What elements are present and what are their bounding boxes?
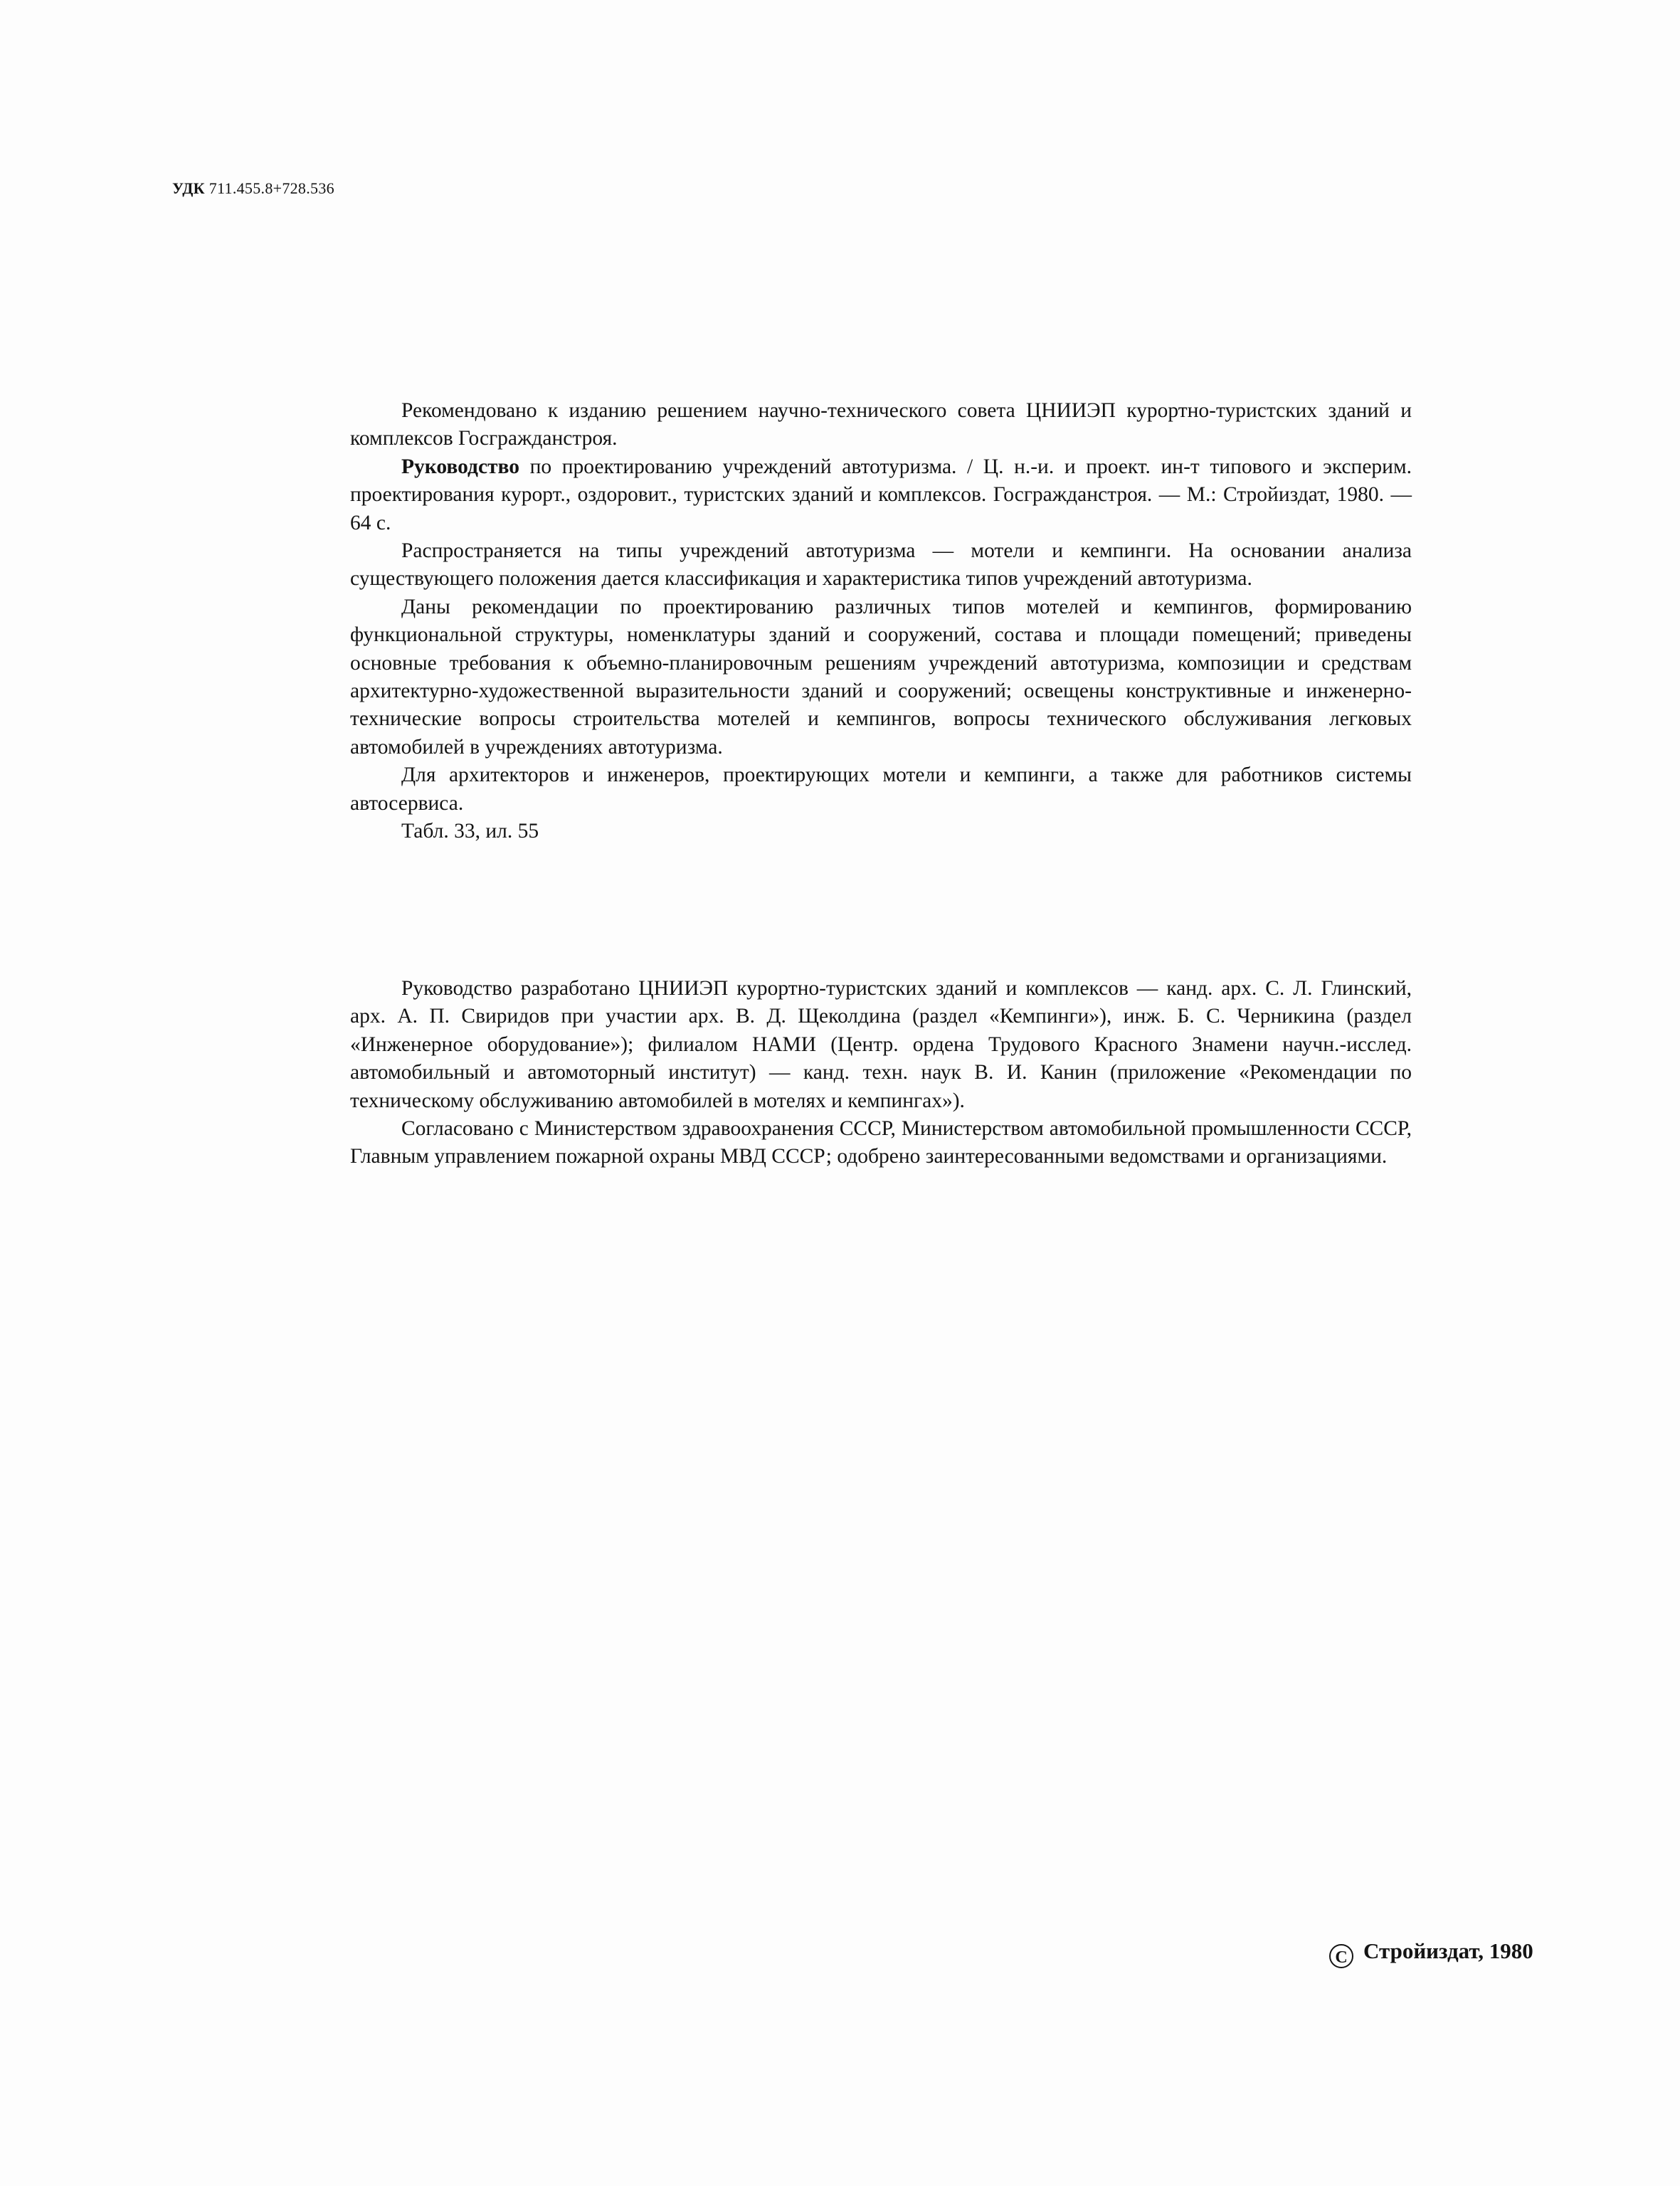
abstract-block <box>350 397 1412 846</box>
citation-paragraph <box>350 453 1412 537</box>
scope-paragraph: Распространяется на типы учреждений автотуризма — мотели и кемпинги. На основании анализа существующего положения дается классификация и характеристика типов учреждений автотуризма. <box>350 539 1412 591</box>
tables-note: Табл. 33, ил. 55 <box>401 820 539 843</box>
credits-block <box>350 975 1412 1171</box>
citation-title: Руководство <box>401 455 520 478</box>
approval-paragraph: Согласовано с Министерством здравоохранения СССР, Министерством автомобильной промышленности СССР, Главным управлением пожарной охраны МВД СССР; одобрено заинтересованными ведомствами и организациями. <box>350 1117 1412 1168</box>
copyright-line <box>1329 1938 1533 1968</box>
audience-paragraph: Для архитекторов и инженеров, проектирующих мотели и кемпинги, а также для работников системы автосервиса. <box>350 764 1412 815</box>
udk-code: 711.455.8+728.536 <box>208 179 334 197</box>
content-paragraph: Даны рекомендации по проектированию различных типов мотелей и кемпингов, формированию функциональной структуры, номенклатуры зданий и сооружений, состава и площади помещений; приведены основные требования к объемно-планировочным решениям учреждений автотуризма, композиции и средствам архитектурно-художественной выразительности зданий и сооружений; освещены конструктивные и инженерно-технические вопросы строительства мотелей и кемпингов, вопросы технического обслуживания легковых автомобилей в учреждениях автотуризма. <box>350 595 1412 759</box>
recommendation-paragraph: Рекомендовано к изданию решением научно-технического совета ЦНИИЭП курортно-туристских зданий и комплексов Госгражданстроя. <box>350 399 1412 450</box>
copyright-text: Стройиздат, 1980 <box>1363 1938 1533 1963</box>
udk-label: УДК <box>172 179 205 197</box>
copyright-icon: С <box>1329 1944 1353 1968</box>
developers-paragraph: Руководство разработано ЦНИИЭП курортно-туристских зданий и комплексов — канд. арх. С. Л. Глинский, арх. А. П. Свиридов при участии арх. В. Д. Щеколдина (раздел «Кемпинги»), инж. Б. С. Черникина (раздел «Инженерное оборудование»); филиалом НАМИ (Центр. ордена Трудового Красного Знамени научн.-исслед. автомобильный и автомоторный институт) — канд. техн. наук В. И. Канин (приложение «Рекомендации по техническому обслуживанию автомобилей в мотелях и кемпингах»). <box>350 977 1412 1112</box>
citation-details: по проектированию учреждений автотуризма. / Ц. н.-и. и проект. ин-т типового и эксперим. проектирования курорт., оздоровит., туристских зданий и комплексов. Госгражданстроя. — М.: Стройиздат, 1980. — 64 с. <box>350 455 1412 534</box>
udk-index <box>172 179 334 198</box>
